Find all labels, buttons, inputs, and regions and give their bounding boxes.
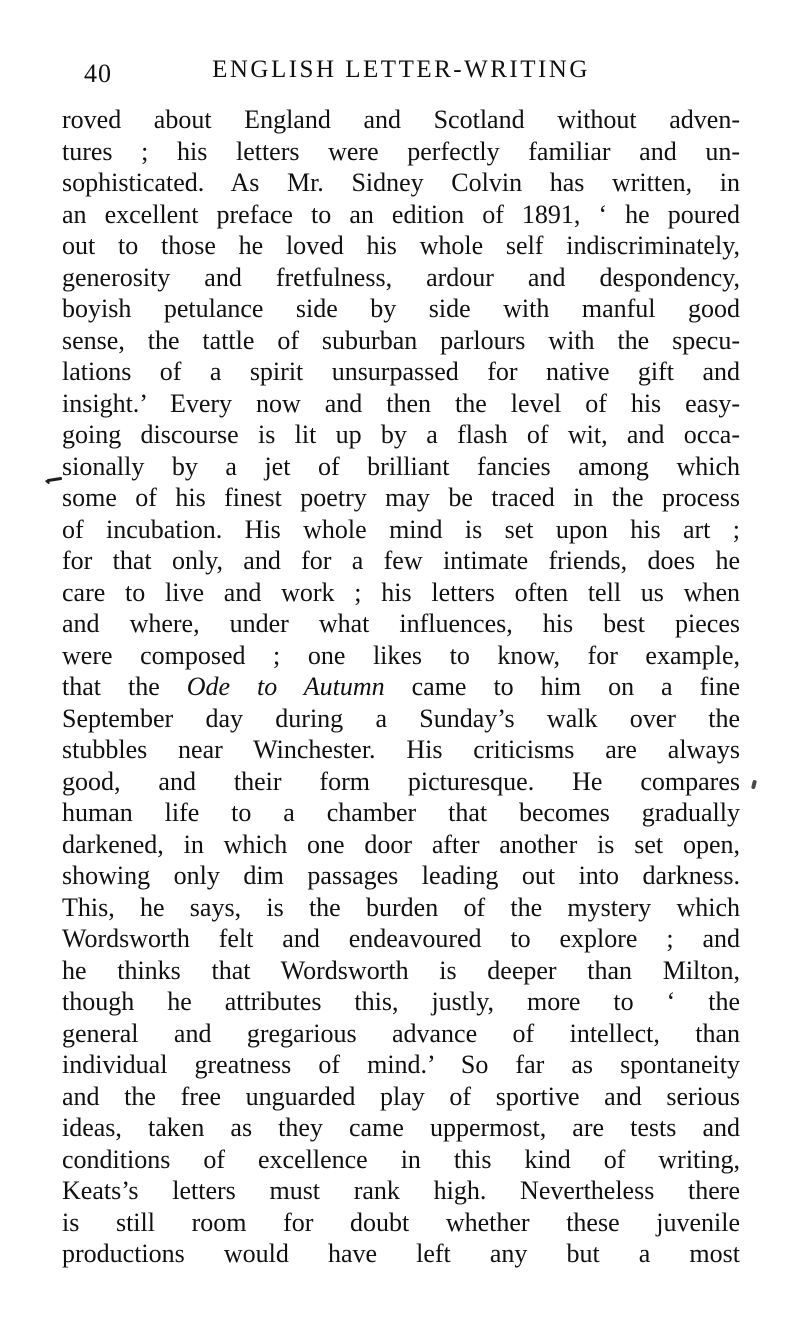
text-line: for that only, and for a few intimate friends, does he <box>62 546 740 575</box>
text-line: stubbles near Winchester. His criticisms are always <box>62 735 740 764</box>
text-line: Wordsworth felt and endeavoured to explore ; and <box>62 924 740 953</box>
text-line: This, he says, is the burden of the mystery which <box>62 892 740 922</box>
ink-speck <box>751 780 757 790</box>
text-line: and the free unguarded play of sportive and serious <box>62 1081 740 1111</box>
text-line: and where, under what influences, his best pieces <box>62 609 740 638</box>
text-line: going discourse is lit up by a flash of wit, and occa- <box>62 420 740 449</box>
text-line: generosity and fretfulness, ardour and despondency, <box>62 262 740 292</box>
text-line: roved about England and Scotland without adven- <box>62 105 740 134</box>
text-line: were composed ; one likes to know, for example, <box>62 640 740 670</box>
text-line: sophisticated. As Mr. Sidney Colvin has written, in <box>62 168 740 197</box>
text-line: individual greatness of mind.’ So far as spontaneity <box>62 1050 740 1079</box>
text-line: out to those he loved his whole self indiscriminately, <box>62 231 740 260</box>
text-line: general and gregarious advance of intellect, than <box>62 1018 740 1048</box>
text-line: conditions of excellence in this kind of writing, <box>62 1144 740 1174</box>
text-line: tures ; his letters were perfectly familiar and un- <box>62 136 740 166</box>
text-line: insight.’ Every now and then the level of his easy- <box>62 388 740 418</box>
running-header <box>62 56 740 90</box>
text-line: of incubation. His whole mind is set upon his art ; <box>62 514 740 544</box>
text-line: lations of a spirit unsurpassed for native gift and <box>62 357 740 386</box>
text-line: darkened, in which one door after another is set open, <box>62 829 740 859</box>
text-line: good, and their form picturesque. He compares <box>62 766 740 796</box>
text-line: an excellent preface to an edition of 1891, ‘ he poured <box>62 199 740 229</box>
text-line: though he attributes this, justly, more to ‘ the <box>62 987 740 1016</box>
text-line: is still room for doubt whether these juvenile <box>62 1207 740 1237</box>
text-line: Keats’s letters must rank high. Nevertheless there <box>62 1176 740 1205</box>
running-title: ENGLISH LETTER-WRITING <box>212 56 590 83</box>
text-line: sionally by a jet of brilliant fancies among which <box>62 451 740 481</box>
text-line: ideas, taken as they came uppermost, are tests and <box>62 1113 740 1142</box>
text-line: that the Ode to Autumn came to him on a fine <box>62 672 740 701</box>
text-line: boyish petulance side by side with manful good <box>62 294 740 323</box>
text-block <box>62 104 740 1270</box>
text-line: human life to a chamber that becomes gradually <box>62 798 740 827</box>
margin-pencil-mark <box>45 474 63 488</box>
page-number: 40 <box>84 59 112 88</box>
text-line: showing only dim passages leading out into darkness. <box>62 861 740 890</box>
margin-mark-stroke <box>47 477 62 482</box>
text-line: September day during a Sunday’s walk over the <box>62 703 740 733</box>
text-line: some of his finest poetry may be traced in the process <box>62 483 740 512</box>
text-line: sense, the tattle of suburban parlours with the specu- <box>62 325 740 355</box>
text-line: care to live and work ; his letters often tell us when <box>62 577 740 607</box>
text-line: he thinks that Wordsworth is deeper than Milton, <box>62 955 740 985</box>
text-line: productions would have left any but a most <box>62 1239 740 1268</box>
